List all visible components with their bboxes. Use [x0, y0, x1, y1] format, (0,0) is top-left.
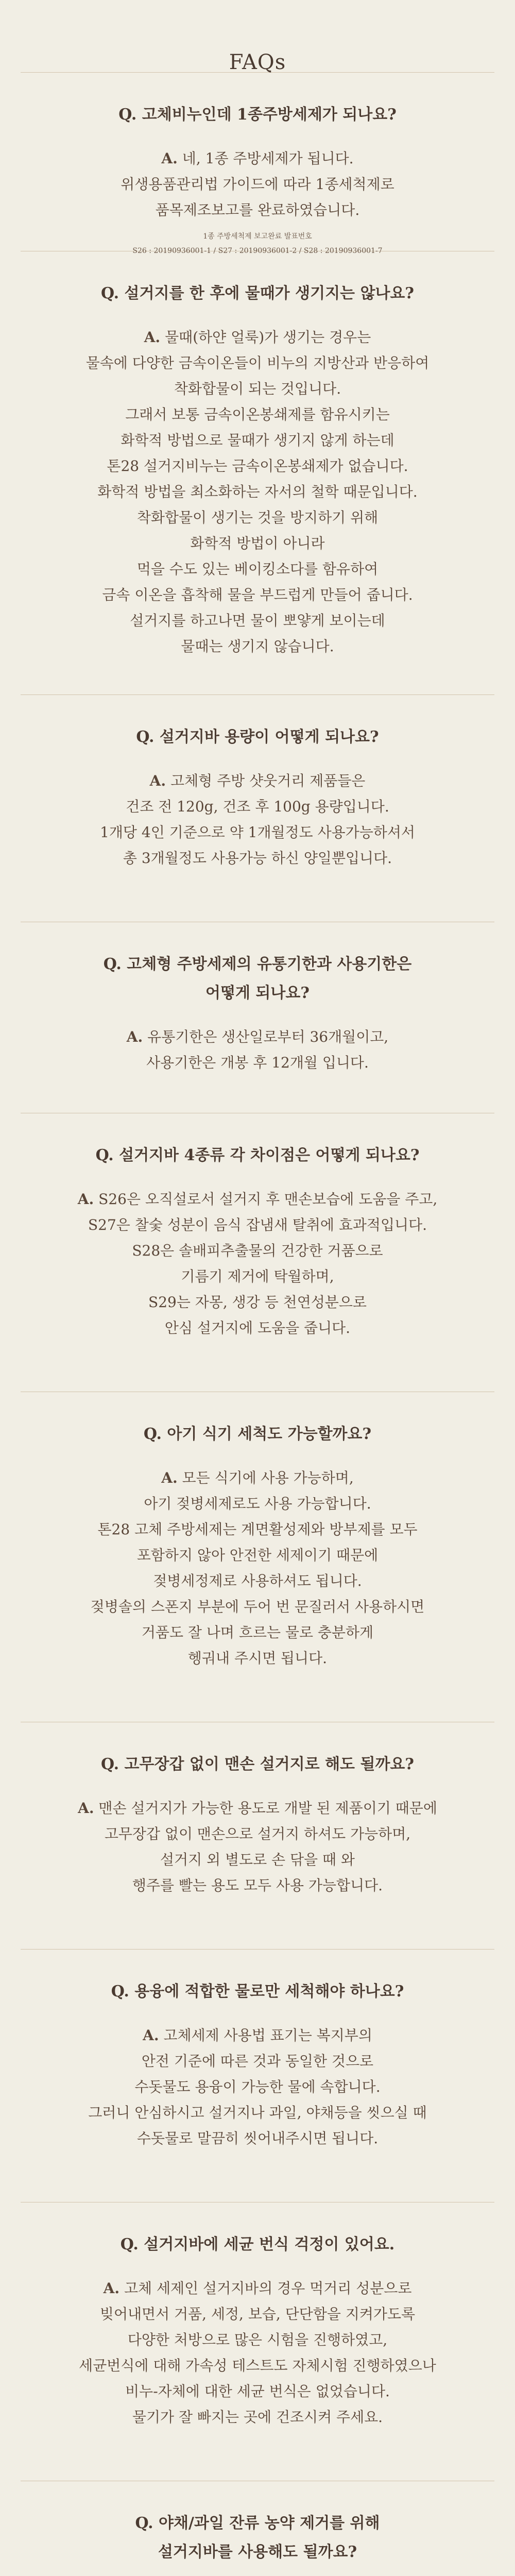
faq-question-line: Q. 고체형 주방세제의 유통기한과 사용기한은 [103, 955, 412, 973]
answer-prefix: A. [77, 1191, 94, 1208]
answer-line: S28은 솔배피추출물의 건강한 거품으로 [132, 1242, 383, 1259]
answer-line: 그러니 안심하시고 설거지나 과일, 야채등을 씻으실 때 [88, 2104, 427, 2121]
page-title: FAQs [229, 50, 286, 74]
answer-line: 유통기한은 생산일로부터 36개월이고, [147, 1028, 389, 1045]
answer-note: 1종 주방세척제 보고완료 발표번호 [203, 232, 312, 241]
faq-item-8 [0, 1950, 515, 2202]
answer-note: S26 : 20190936001-1 / S27 : 20190936001-2 / S28 : 20190936001-7 [132, 247, 383, 255]
answer-line: 화학적 방법을 최소화하는 자서의 철학 때문입니다. [97, 483, 418, 500]
faq-item-2 [0, 251, 515, 694]
answer-line: 물속에 다양한 금속이온들이 비누의 지방산과 반응하여 [85, 354, 430, 371]
answer-line: S27은 찰숯 성분이 음식 잡냄새 탈취에 효과적입니다. [88, 1216, 427, 1233]
answer-line: 행주를 빨는 용도 모두 사용 가능합니다. [132, 1877, 383, 1894]
faq-answer [0, 1187, 515, 1212]
answer-line: 안심 설거지에 도움을 줍니다. [164, 1319, 351, 1336]
answer-line: 톤28 고체 주방세제는 계면활성제와 방부제를 모두 [97, 1521, 418, 1538]
faq-question-line: 설거지바를 사용해도 될까요? [158, 2543, 357, 2561]
faq-question: Q. 설거지바에 세균 번식 걱정이 있어요. [120, 2235, 395, 2253]
answer-line: 빚어내면서 거품, 세정, 보습, 단단함을 지켜가도록 [99, 2306, 416, 2323]
answer-prefix: A. [78, 1800, 94, 1817]
answer-line: 고체형 주방 샷웃거리 제품들은 [170, 772, 366, 789]
answer-line: 먹을 수도 있는 베이킹소다를 함유하여 [136, 561, 379, 578]
answer-line: 화학적 방법으로 물때가 생기지 않게 하는데 [121, 432, 394, 449]
faq-question: Q. 설거지를 한 후에 물때가 생기지는 않나요? [101, 284, 414, 302]
faq-item-6 [0, 1392, 515, 1722]
answer-prefix: A. [161, 150, 178, 167]
answer-line: 그래서 보통 금속이온봉쇄제를 함유시키는 [125, 406, 390, 423]
answer-line: 거품도 잘 나며 흐르는 물로 충분하게 [141, 1624, 374, 1641]
faq-question: Q. 설거지바 4종류 각 차이점은 어떻게 되나요? [95, 1146, 420, 1164]
faq-item-9 [0, 2202, 515, 2481]
faq-item-3 [0, 695, 515, 922]
answer-line: 아기 젖병세제로도 사용 가능합니다. [144, 1495, 371, 1512]
answer-line: 물기가 잘 빠지는 곳에 건조시켜 주세요. [132, 2409, 383, 2426]
faq-question: Q. 고체비누인데 1종주방세제가 되나요? [118, 106, 397, 124]
answer-line: 물때는 생기지 않습니다. [181, 638, 334, 655]
faq-answer [0, 2276, 515, 2301]
answer-line: 건조 전 120g, 건조 후 100g 용량입니다. [126, 798, 389, 815]
faq-answer [0, 325, 515, 350]
answer-line: 총 3개월정도 사용가능 하신 양일뿐입니다. [123, 850, 392, 867]
answer-line: 포함하지 않아 안전한 세제이기 때문에 [136, 1547, 379, 1564]
answer-line: 수돗물로 말끔히 씻어내주시면 됩니다. [136, 2130, 379, 2147]
answer-line: 설거지를 하고나면 물이 뽀얗게 보이는데 [130, 612, 385, 629]
faq-question-line: 어떻게 되나요? [205, 984, 310, 1002]
answer-prefix: A. [103, 2280, 120, 2297]
answer-line: 네, 1종 주방세제가 됩니다. [182, 150, 354, 167]
answer-line: 수돗물도 용융이 가능한 물에 속합니다. [134, 2078, 381, 2095]
answer-line: 착화합물이 되는 것입니다. [174, 380, 341, 397]
answer-line: 세균번식에 대해 가속성 테스트도 자체시험 진행하였으나 [79, 2357, 436, 2374]
answer-line: 다양한 처방으로 많은 시험을 진행하였고, [127, 2331, 388, 2348]
faq-answer [0, 768, 515, 794]
answer-line: 기름기 제거에 탁월하며, [181, 1268, 334, 1285]
answer-line: S26은 오직설로서 설거지 후 맨손보습에 도움을 주고, [98, 1191, 438, 1208]
answer-line: 젖병솔의 스폰지 부분에 두어 번 문질러서 사용하시면 [90, 1598, 425, 1615]
faq-item-10 [0, 2481, 515, 2576]
answer-line: 고체세제 사용법 표기는 복지부의 [163, 2027, 372, 2044]
answer-line: 모든 식기에 사용 가능하며, [182, 1469, 354, 1486]
answer-line: 설거지 외 별도로 손 닦을 때 와 [160, 1851, 355, 1868]
answer-line: 착화합물이 생기는 것을 방지하기 위해 [136, 509, 379, 526]
faq-answer [0, 2023, 515, 2048]
answer-line: 고무장갑 없이 맨손으로 설거지 하셔도 가능하며, [104, 1825, 411, 1842]
faq-answer [0, 146, 515, 172]
answer-line: 위생용품관리법 가이드에 따라 1종세척제로 [121, 176, 394, 193]
faq-item-5 [0, 1113, 515, 1392]
faq-item-4 [0, 922, 515, 1113]
answer-line: 젖병세정제로 사용하셔도 됩니다. [153, 1572, 362, 1589]
faq-question: Q. 아기 식기 세척도 가능할까요? [143, 1425, 372, 1443]
answer-line: 금속 이온을 흡착해 물을 부드럽게 만들어 줍니다. [102, 586, 413, 603]
answer-line: 물때(하얀 얼룩)가 생기는 경우는 [165, 329, 371, 346]
faq-answer [0, 1024, 515, 1050]
faq-item-1 [0, 73, 515, 255]
answer-line: 톤28 설거지비누는 금속이온봉쇄제가 없습니다. [107, 457, 408, 474]
faq-answer [0, 1465, 515, 1491]
answer-line: 맨손 설거지가 가능한 용도로 개발 된 제품이기 때문에 [98, 1800, 437, 1817]
answer-line: S29는 자몽, 생강 등 천연성분으로 [148, 1294, 367, 1311]
answer-line: 1개당 4인 기준으로 약 1개월정도 사용가능하셔서 [100, 824, 415, 841]
answer-line: 화학적 방법이 아니라 [190, 535, 325, 552]
answer-prefix: A. [149, 772, 166, 789]
answer-prefix: A. [143, 2027, 159, 2044]
faq-question: Q. 고무장갑 없이 맨손 설거지로 해도 될까요? [101, 1755, 414, 1773]
answer-prefix: A. [144, 329, 161, 346]
faq-answer [0, 1795, 515, 1821]
faq-question: Q. 용융에 적합한 물로만 세척해야 하나요? [111, 1982, 404, 2001]
answer-line: 사용기한은 개봉 후 12개월 입니다. [146, 1054, 369, 1071]
answer-prefix: A. [161, 1469, 178, 1486]
faq-question: Q. 설거지바 용량이 어떻게 되나요? [136, 728, 379, 746]
answer-line: 비누-자체에 대한 세균 번식은 없었습니다. [125, 2383, 390, 2400]
answer-line: 고체 세제인 설거지바의 경우 먹거리 성분으로 [124, 2280, 412, 2297]
faq-question-line: Q. 야채/과일 잔류 농약 제거를 위해 [135, 2514, 380, 2532]
answer-line: 헹궈내 주시면 됩니다. [187, 1650, 328, 1667]
answer-line: 품목제조보고를 완료하였습니다. [155, 201, 360, 218]
faq-item-7 [0, 1722, 515, 1949]
answer-prefix: A. [126, 1028, 143, 1045]
answer-line: 안전 기준에 따른 것과 동일한 것으로 [141, 2053, 374, 2070]
